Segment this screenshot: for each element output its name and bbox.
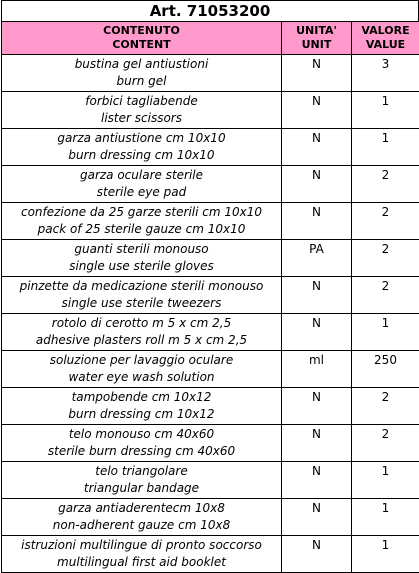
item-name-en: burn dressing cm 10x10 [2,147,281,164]
content-header [2,22,282,55]
item-description [2,55,282,92]
content-header-en: CONTENT [2,38,281,52]
item-name-en: water eye wash solution [2,369,281,386]
item-unit: N [282,388,352,425]
item-unit: N [282,425,352,462]
item-description [2,240,282,277]
item-description [2,462,282,499]
item-name-it: confezione da 25 garze sterili cm 10x10 [2,204,281,221]
item-unit: ml [282,351,352,388]
item-unit: N [282,462,352,499]
table-row [2,129,419,166]
item-description [2,499,282,536]
contents-sheet [1,0,418,547]
unit-header-it: UNITA' [282,24,351,38]
item-name-it: pinzette da medicazione sterili monouso [2,278,281,295]
item-name-en: single use sterile tweezers [2,295,281,312]
value-header-en: VALUE [352,38,419,52]
item-description [2,203,282,240]
item-unit: N [282,314,352,351]
item-name-en: non-adherent gauze cm 10x8 [2,517,281,534]
value-header-it: VALORE [352,24,419,38]
item-name-en: single use sterile gloves [2,258,281,275]
item-unit: N [282,166,352,203]
item-unit: N [282,277,352,314]
item-name-en: adhesive plasters roll m 5 x cm 2,5 [2,332,281,349]
unit-header-en: UNIT [282,38,351,52]
item-name-en: lister scissors [2,110,281,127]
item-value: 3 [352,55,419,92]
item-name-it: soluzione per lavaggio oculare [2,352,281,369]
item-value: 250 [352,351,419,388]
item-unit: N [282,92,352,129]
item-description [2,129,282,166]
item-value: 2 [352,388,419,425]
header-row [2,22,419,55]
item-name-en: triangular bandage [2,480,281,497]
table-row [2,462,419,499]
item-value: 2 [352,277,419,314]
table-row [2,351,419,388]
item-value: 2 [352,240,419,277]
item-unit: N [282,55,352,92]
item-unit: N [282,203,352,240]
item-unit: N [282,129,352,166]
table-row [2,314,419,351]
item-name-it: tampobende cm 10x12 [2,389,281,406]
item-name-it: istruzioni multilingue di pronto soccorso [2,537,281,554]
item-description [2,351,282,388]
item-name-en: pack of 25 sterile gauze cm 10x10 [2,221,281,238]
value-header [352,22,419,55]
contents-table [1,21,419,573]
item-value: 1 [352,499,419,536]
item-value: 2 [352,425,419,462]
item-description [2,277,282,314]
item-value: 1 [352,129,419,166]
item-unit: N [282,499,352,536]
item-value: 1 [352,314,419,351]
table-row [2,499,419,536]
table-row [2,240,419,277]
item-name-en: sterile burn dressing cm 40x60 [2,443,281,460]
item-name-it: rotolo di cerotto m 5 x cm 2,5 [2,315,281,332]
table-row [2,536,419,573]
item-description [2,166,282,203]
item-value: 2 [352,166,419,203]
item-description [2,314,282,351]
item-name-it: garza antiustione cm 10x10 [2,130,281,147]
table-row [2,55,419,92]
table-row [2,425,419,462]
item-value: 1 [352,536,419,573]
unit-header [282,22,352,55]
table-body [2,55,419,573]
item-name-en: burn gel [2,73,281,90]
item-description [2,388,282,425]
content-header-it: CONTENUTO [2,24,281,38]
item-value: 1 [352,92,419,129]
item-name-en: multilingual first aid booklet [2,554,281,571]
item-name-it: garza oculare sterile [2,167,281,184]
item-value: 2 [352,203,419,240]
item-name-it: guanti sterili monouso [2,241,281,258]
item-name-it: bustina gel antiustioni [2,56,281,73]
item-unit: PA [282,240,352,277]
table-row [2,388,419,425]
table-row [2,277,419,314]
table-row [2,166,419,203]
table-row [2,92,419,129]
article-title: Art. 71053200 [1,0,419,22]
item-name-en: burn dressing cm 10x12 [2,406,281,423]
item-name-it: telo triangolare [2,463,281,480]
item-description [2,92,282,129]
item-description [2,425,282,462]
item-name-en: sterile eye pad [2,184,281,201]
item-name-it: garza antiaderentecm 10x8 [2,500,281,517]
item-description [2,536,282,573]
table-row [2,203,419,240]
item-name-it: forbici tagliabende [2,93,281,110]
item-value: 1 [352,462,419,499]
item-unit: N [282,536,352,573]
item-name-it: telo monouso cm 40x60 [2,426,281,443]
